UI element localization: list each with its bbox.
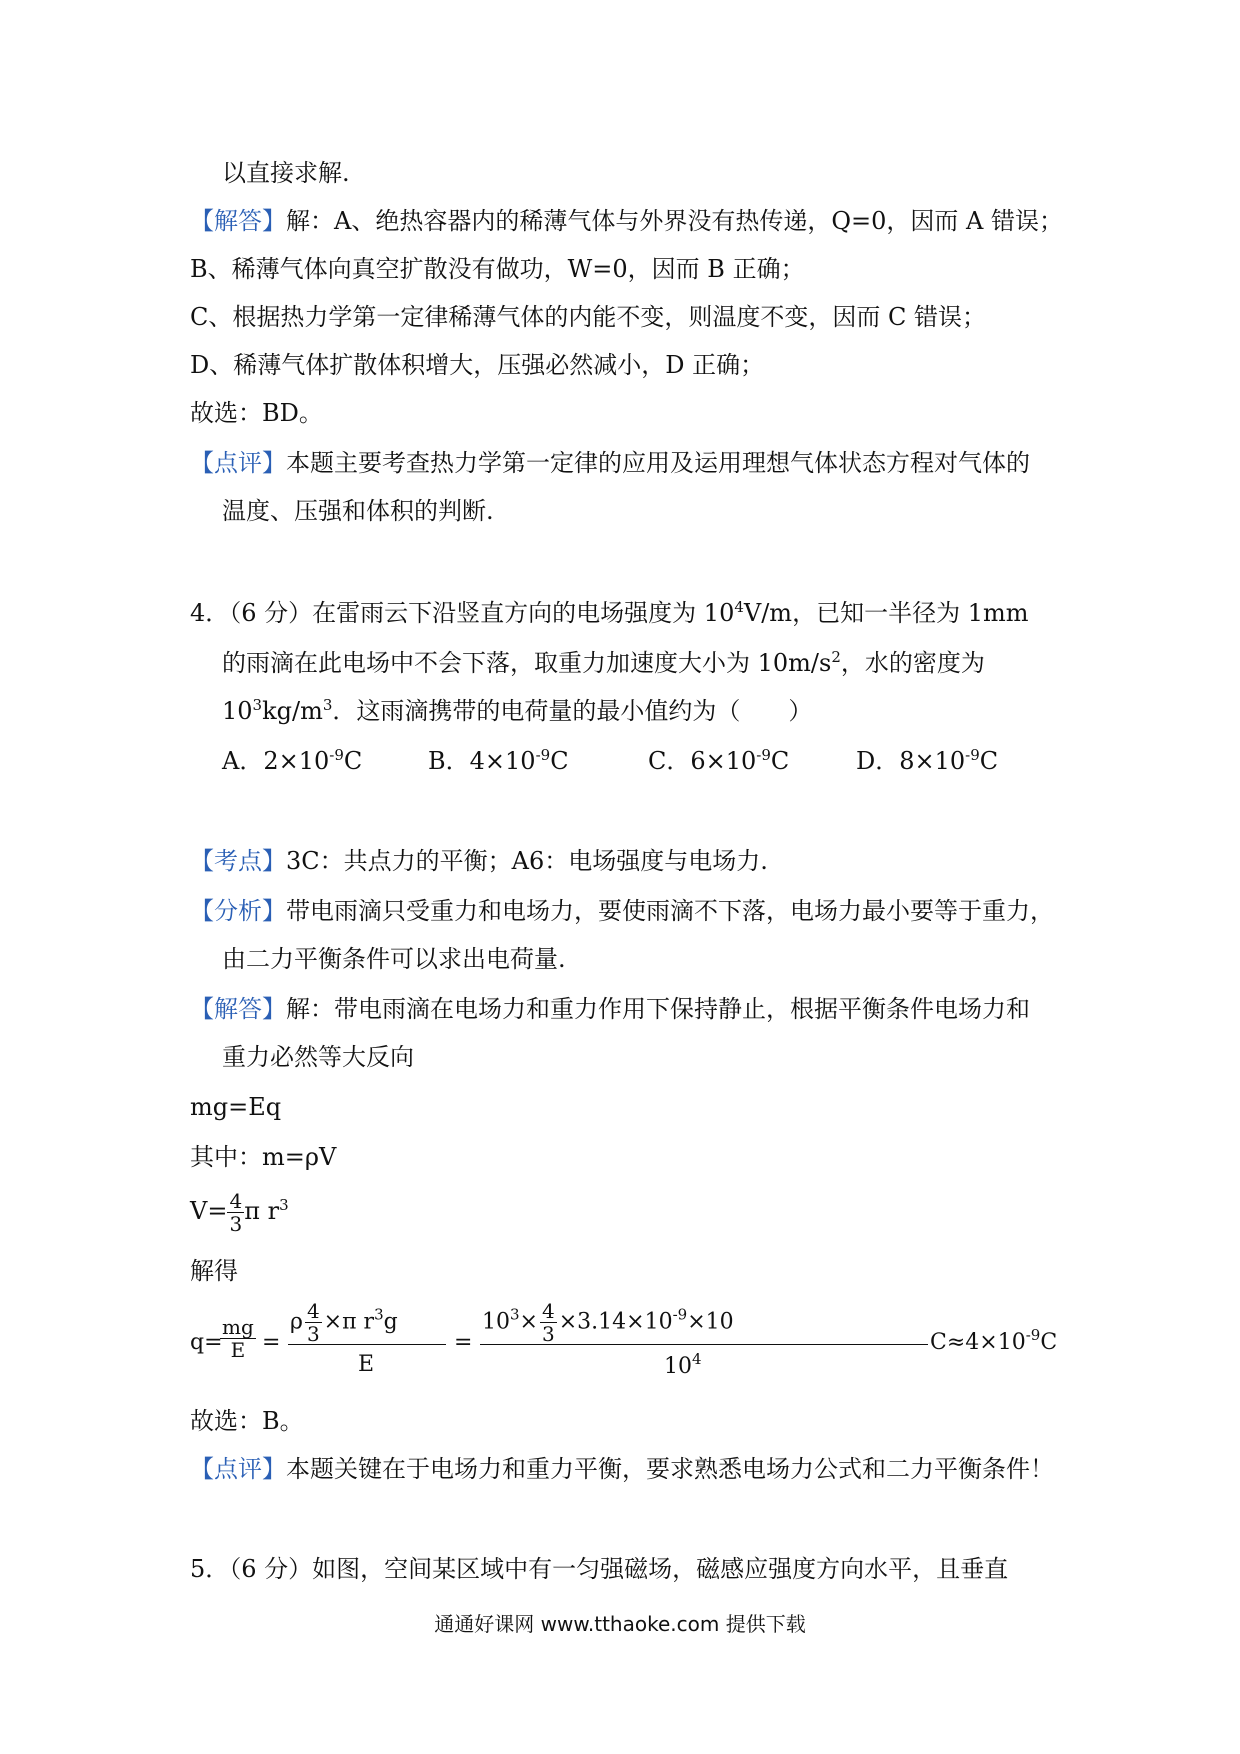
page-footer: 通通好课网 www.tthaoke.com 提供下载 (434, 1612, 806, 1636)
eq-text: π r (244, 1197, 280, 1225)
unit: C (1040, 1330, 1058, 1355)
q4-answer-line2: 重力必然等大反向 (222, 1043, 414, 1071)
q3-review-line2: 温度、压强和体积的判断. (222, 497, 494, 525)
analysis-text: 带电雨滴只受重力和电场力，要使雨滴不下落，电场力最小要等于重力， (286, 897, 1054, 925)
exponent: 4 (734, 598, 744, 616)
numerator: 4 (229, 1189, 243, 1213)
exponent: 3 (252, 696, 263, 714)
equation-mass: 其中：m=ρV (190, 1143, 337, 1171)
option-label: C．6×10 (648, 747, 757, 775)
answer-tag: 【解答】 (190, 995, 286, 1023)
fraction-bar (288, 1344, 446, 1345)
equation-mg-eq: mg=Eq (190, 1093, 282, 1121)
q3-analysis-tail: 以直接求解. (222, 159, 350, 187)
fraction (227, 1190, 244, 1235)
fraction-bar (480, 1344, 928, 1345)
knowledge-tag: 【考点】 (190, 847, 286, 875)
numerator: 4 (541, 1299, 555, 1323)
exponent: -9 (535, 746, 551, 764)
option-label: B．4×10 (428, 747, 536, 775)
answer-text: 解：A、绝热容器内的稀薄气体与外界没有热传递，Q=0，因而 A 错误； (286, 207, 1063, 235)
denominator: E (358, 1352, 375, 1377)
stem-text: 10 (222, 697, 253, 725)
denominator: 3 (306, 1322, 320, 1346)
formula-text: q= (190, 1330, 223, 1355)
q4-choice: 故选：B。 (190, 1407, 304, 1435)
stem-text: kg/m (262, 697, 323, 725)
stem-text: ．这雨滴携带的电荷量的最小值约为（ ） (332, 697, 813, 725)
unit: C (343, 747, 363, 775)
fraction-mg-over-e (220, 1316, 256, 1361)
formula-text: = (454, 1330, 473, 1355)
formula-text: 10 (482, 1309, 510, 1335)
unit: C (979, 747, 999, 775)
answer-tag: 【解答】 (190, 207, 286, 235)
q4-knowledge-point (190, 846, 768, 876)
formula-text: ×3.14×10 (558, 1309, 673, 1335)
option-c (648, 746, 789, 776)
fraction2-numerator (290, 1300, 398, 1345)
q4-stem-line1 (190, 598, 1028, 628)
option-label: A．2×10 (222, 747, 330, 775)
numerator: mg (222, 1315, 254, 1339)
q4-analysis-line1 (190, 896, 1054, 926)
stem-text: 的雨滴在此电场中不会下落，取重力加速度大小为 10m/s (222, 649, 832, 677)
exponent: 2 (831, 648, 841, 666)
fraction3-denominator (664, 1350, 702, 1379)
knowledge-text: 3C：共点力的平衡；A6：电场强度与电场力. (286, 847, 768, 875)
review-tag: 【点评】 (190, 1455, 286, 1483)
numerator: 4 (306, 1299, 320, 1323)
q3-review-line1 (190, 448, 1030, 478)
formula-text: g (383, 1309, 398, 1335)
exponent: 3 (322, 696, 333, 714)
review-text: 本题关键在于电场力和重力平衡，要求熟悉电场力公式和二力平衡条件！ (286, 1455, 1054, 1483)
option-label: D．8×10 (856, 747, 966, 775)
unit: C (550, 747, 569, 775)
q4-analysis-line2: 由二力平衡条件可以求出电荷量. (222, 945, 566, 973)
q3-answer-line4: D、稀薄气体扩散体积增大，压强必然减小，D 正确； (190, 351, 765, 379)
formula-text: ×π r (323, 1309, 375, 1335)
formula-result (930, 1326, 1058, 1355)
eq-text: V= (190, 1197, 228, 1225)
q4-answer-line1 (190, 994, 1030, 1024)
denominator: 3 (541, 1322, 555, 1346)
exponent: 4 (692, 1350, 702, 1368)
formula-text: = (262, 1330, 281, 1355)
exponent: 3 (510, 1305, 520, 1324)
q5-stem-line1: 5．（6 分）如图，空间某区域中有一匀强磁场，磁感应强度方向水平，且垂直 (190, 1555, 1009, 1583)
denominator: E (230, 1338, 246, 1362)
q3-answer-line3: C、根据热力学第一定律稀薄气体的内能不变，则温度不变，因而 C 错误； (190, 303, 986, 331)
review-tag: 【点评】 (190, 449, 286, 477)
unit: C (770, 747, 790, 775)
option-d (856, 746, 998, 776)
review-text: 本题主要考查热力学第一定律的应用及运用理想气体状态方程对气体的 (286, 449, 1030, 477)
q3-answer-line2: B、稀薄气体向真空扩散没有做功，W=0，因而 B 正确； (190, 255, 805, 283)
formula-text: × (519, 1309, 538, 1335)
exponent: -9 (1025, 1326, 1041, 1344)
stem-text: V/m，已知一半径为 1mm (743, 599, 1029, 627)
formula-text: ρ (290, 1309, 303, 1335)
option-b (428, 746, 569, 776)
equation-volume (190, 1186, 289, 1236)
analysis-tag: 【分析】 (190, 897, 286, 925)
denominator: 3 (229, 1212, 243, 1236)
q4-stem-line3 (222, 696, 812, 726)
exponent: 3 (374, 1305, 384, 1324)
formula-text: C≈4×10 (930, 1330, 1026, 1355)
formula-text: 10 (664, 1354, 692, 1379)
exponent: -9 (672, 1305, 688, 1324)
stem-text: ，水的密度为 (840, 649, 985, 677)
q3-choice: 故选：BD。 (190, 399, 323, 427)
formula-text: ×10 (687, 1309, 734, 1335)
q3-answer-line1 (190, 206, 1063, 236)
q4-review (190, 1454, 1054, 1484)
stem-text: 4．（6 分）在雷雨云下沿竖直方向的电场强度为 10 (190, 599, 735, 627)
option-a (222, 746, 362, 776)
solve-label: 解得 (190, 1257, 238, 1285)
fraction3-numerator (482, 1300, 734, 1345)
exponent: -9 (965, 746, 980, 764)
q4-stem-line2 (222, 648, 985, 678)
exponent: -9 (756, 746, 771, 764)
answer-text: 解：带电雨滴在电场力和重力作用下保持静止，根据平衡条件电场力和 (286, 995, 1030, 1023)
exponent: 3 (279, 1196, 289, 1214)
exponent: -9 (329, 746, 344, 764)
